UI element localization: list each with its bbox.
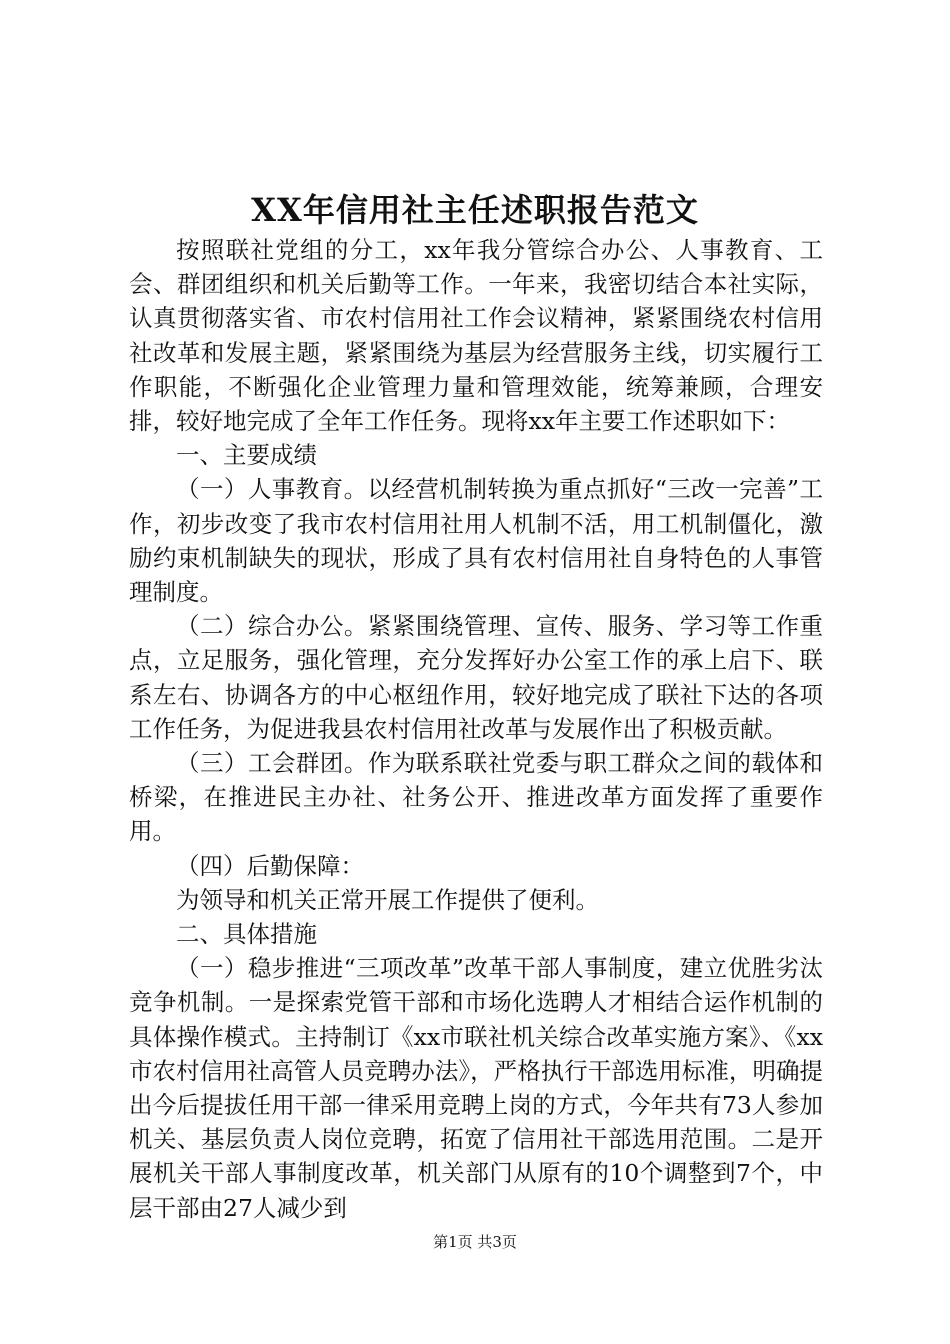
subheading-logistics: （四）后勤保障： xyxy=(176,851,364,880)
paragraph-three-reforms: （一）稳步推进“三项改革”改革干部人事制度，建立优胜劣汰竞争机制。一是探索党管干部和市场化选聘人才相结合运作机制的具体操作模式。主持制订《xx市联社机关综合改革实施方案》、《xx市农村信用社高管人员竞聘办法》，严格执行干部选用标准，明确提出今后提拔任用干部一律采用竞聘上岗的方式，今年共有73人参加机关、基层负责人岗位竞聘，拓宽了信用社干部选用范围。二是开展机关干部人事制度改革，机关部门从原有的10个调整到7个，中层干部由27人减少到 xyxy=(129,954,823,1222)
paragraph-intro: 按照联社党组的分工，xx年我分管综合办公、人事教育、工会、群团组织和机关后勤等工作。一年来，我密切结合本社实际，认真贯彻落实省、市农村信用社工作会议精神，紧紧围绕农村信用社改革和发展主题，紧紧围绕为基层为经营服务主线，切实履行工作职能，不断强化企业管理力量和管理效能，统筹兼顾，合理安排，较好地完成了全年工作任务。现将xx年主要工作述职如下： xyxy=(129,236,823,436)
paragraph-union-groups: （三）工会群团。作为联系联社党委与职工群众之间的载体和桥梁，在推进民主办社、社务公开、推进改革方面发挥了重要作用。 xyxy=(129,749,823,846)
paragraph-logistics: 为领导和机关正常开展工作提供了便利。 xyxy=(176,885,599,914)
paragraph-general-office: （二）综合办公。紧紧围绕管理、宣传、服务、学习等工作重点，立足服务，强化管理，充分发挥好办公室工作的承上启下、联系左右、协调各方的中心枢纽作用，较好地完成了联社下达的各项工作任务，为促进我县农村信用社改革与发展作出了积极贡献。 xyxy=(129,612,823,743)
section-heading-specific-measures: 二、具体措施 xyxy=(176,920,317,949)
document-body xyxy=(129,233,823,1225)
page-footer: 第1页 共3页 xyxy=(433,1233,517,1251)
document-title: XX年信用社主任述职报告范文 xyxy=(251,191,699,229)
section-heading-main-achievements: 一、主要成绩 xyxy=(176,441,317,470)
paragraph-personnel-education: （一）人事教育。以经营机制转换为重点抓好“三改一完善”工作，初步改变了我市农村信用社用人机制不活，用工机制僵化，激励约束机制缺失的现状，形成了具有农村信用社自身特色的人事管理制度。 xyxy=(129,475,823,607)
